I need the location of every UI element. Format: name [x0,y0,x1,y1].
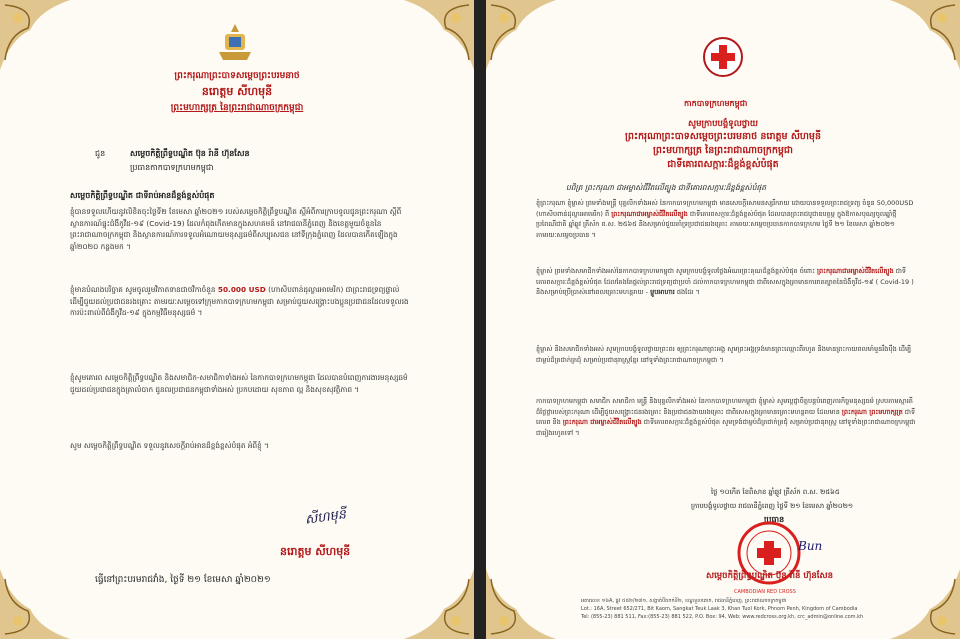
paragraph-2 [536,266,916,298]
paragraph-4-bold: ព្រះករុណា ព្រះមហាក្សត្រ [841,407,903,416]
paragraph-1-bold: ព្រះករុណាជាអម្ចាស់ជីវិតលើត្បូង [611,209,688,218]
donation-amount: 50,000USD [876,199,914,207]
paragraph-1 [536,198,916,240]
heading-line2: នរោត្តម សីហមុនី [201,85,273,98]
footer-address-en: Lot.: 16A, Street 652/271, Bit Kaom, Sangkat Teuk Laak 3, Khan Tuol Kork, Phnom Penh, Kingdom of Cambodia [581,606,858,612]
signer-name: សម្តេចកិត្តិព្រឹទ្ធបណ្ឌិត ប៊ុន រ៉ានី ហ៊ុនសែន [706,571,833,581]
paragraph-4-prefix: កាកបាទក្រហមកម្ពុជា សមាជិក សមាជិកា មន្ត្រី និងបុគ្គលិកទាំងអស់ នៃកាកបាទក្រហមកម្ពុជា ខ្ញុំម្ចាស់ សូមប្តេជ្ញាចិត្តបន្តបំពេញភារកិច្ចមនុស្សធម៌ ស្របតាមស្មារតីដ៏ថ្លៃថ្លារបស់ព្រះករុណា ដើម្បីជួយសង្គ្រោះជនរងគ្រោះ និងប្រជាជនងាយរងគ្រោះ ជាពិសេសក្នុងគ្រាមានគ្រោះមហន្តរាយ ដែលមាន [536,397,913,416]
ornament-corner-icon [486,569,556,639]
paragraph-1-rest: ជាទីគោរពសក្ការៈដ៏ខ្ពង់ខ្ពស់បំផុត ដែលបានព្រះរាជបូជាឧបត្ថម្ភ ក្នុងឱកាសបុណ្យចូលឆ្នាំថ្មី ប្រពៃណីជាតិ ឆ្នាំឆ្លូវ ត្រីស័ក ព.ស. ២៥៦៥ និងសម្រាប់ជួយគាំទ្រប្រជាជនរងគ្រោះ តាមរយៈសម្តេចប្រធានកាកបាទក្រហម ថ្ងៃទី ២១ ខែមេសា ឆ្នាំ២០២១ តាមរយៈសម្តេចប្រធាន ។ [536,209,897,239]
closing: សូម សម្តេចកិត្តិព្រឹទ្ធបណ្ឌិត ទទួលនូវសេចក្តីរាប់អានដ៏ខ្ពង់ខ្ពស់បំផុត អំពីខ្ញុំ ។ [70,441,269,450]
paragraph-4-bold2: ព្រះករុណា ជាអម្ចាស់ជីវិតលើត្បូង [562,418,642,427]
paragraph-2-end: ផងដែរ ។ [676,288,700,297]
heading-line1: ព្រះករុណាព្រះបាទសម្តេចព្រះបរមនាថ [174,71,300,81]
paragraph-1-prefix: ខ្ញុំព្រះករុណា ខ្ញុំម្ចាស់ ព្រមទាំងមន្ត្រី បុគ្គលិកទាំងអស់ នៃកាកបាទក្រហមកម្ពុជា មានសេចក្តីសោមនស្សរីករាយ ដោយបានទទួលព្រះរាជទ្រព្យ ចំនួន [536,199,875,207]
royal-letter-page [0,0,474,639]
paragraph-2 [70,284,410,319]
paragraph-2-prefix: ខ្ញុំម្ចាស់ ព្រមទាំងសមាជិកទាំងអស់នៃកាកបាទក្រហមកម្ពុជា សូមក្រាបបង្គំទូលថ្លែងអំណរព្រះគុណដ៏ខ្ពង់ខ្ពស់បំផុត ចំពោះ [536,267,815,275]
paragraph-2-rest: ជាទីគោរពសក្ការៈដ៏ខ្ពង់ខ្ពស់បំផុត ដែលតែងតែផ្តល់ព្រះរាជទ្រព្យជាប្រចាំ ដល់កាកបាទក្រហមកម្ពុជា ជាពិសេសក្នុងគ្រាមានការរាតត្បាតនៃជំងឺកូវីដ-១៩ ( Covid-19 ) និងសម្រាប់ប្រើប្រាស់នៅពេលគ្រោះមហន្តរាយ - [536,267,914,297]
footer-address-kh: អគារលេខ ១៦A, ផ្លូវ ៥៥២/២៧១, សង្កាត់បឹងកក់ទី២, ខណ្ឌទួលគោក, រាជធានីភ្នំពេញ, ព្រះរាជាណាចក្រកម្ពុជា [581,598,787,604]
ornament-corner-icon [0,0,70,70]
ref-label: ប្រធាន [764,515,785,524]
red-cross-logo-icon [702,36,744,78]
to-title: ប្រធានកាកបាទក្រហមកម្ពុជា [130,163,214,172]
heading-line1: សូមក្រាបបង្គំទូលថ្វាយ [688,119,758,129]
paragraph-1-mid: (ហាសិបពាន់ដុល្លារអាមេរិក) ពី [536,209,610,218]
date-line: ធ្វើនៅព្រះបរមរាជវាំង, ថ្ងៃទី ២១ ខែមេសា ឆ្នាំ២០២១ [95,575,271,585]
to-label: ជូន [95,149,106,158]
paragraph-3: ខ្ញុំសូមគោរព សម្តេចកិត្តិព្រឹទ្ធបណ្ឌិត និងសមាជិក-សមាជិកាទាំងអស់ នៃកាកបាទក្រហមកម្ពុជា ដែលបានបំពេញការងារមនុស្សធម៌ ជួយដល់ប្រជាជនក្នុងគ្រាលំបាក ជូនពរប្រជាជនកម្ពុជាទាំងអស់ ប្រកបដោយ សុខភាព ល្អ និងសុខសុវត្ថិភាព ។ [70,373,408,394]
subject-line: បពិត្រ ព្រះករុណា ជាអម្ចាស់ជីវិតលើត្បូង ជាទីគោរពសក្ការៈដ៏ខ្ពង់ខ្ពស់បំផុត [566,183,766,192]
ornament-corner-icon [486,0,556,70]
paragraph-1: ខ្ញុំបានទទួលហើយនូវលិខិតចុះថ្ងៃទី២ ខែមេសា ឆ្នាំ២០២១ របស់សម្តេចកិត្តិព្រឹទ្ធបណ្ឌិត ស្តីអំពីការក្រាបទូលជូនព្រះករុណា ស្តីពីស្ថានការណ៍ផ្ទុះជំងឺកូវីដ-១៩ (Covid-19) ដែលកំពុងកើតមានក្នុងសហគមន៍ នៅរាជធានីភ្នំពេញ និងខេត្តមួយចំនួននៃព្រះរាជាណាចក្រកម្ពុជា និងស្ថានការណ៍ការទទួលអំណោយមនុស្សធម៌ពីសប្បុរសជន នៅទីក្រុងភ្នំពេញ ដែលបានកើតឡើងក្នុងឆ្នាំ២០២០ កន្លងមក ។ [70,207,402,251]
ornament-corner-icon [0,569,70,639]
ornament-corner-icon [404,0,474,70]
heading-line4: ជាទីគោរពសក្ការៈដ៏ខ្ពង់ខ្ពស់បំផុត [667,159,779,170]
footer-contact: Tel: (855-23) 881 511, Fax:(855-23) 881 522, P.O. Box: 94, Web: www.redcross.org.kh, crc_admin@online.com.kh [581,614,864,620]
signer-name: នរោត្តម សីហមុនី [280,545,351,558]
paragraph-2-prefix: ខ្ញុំមានបំណងបរិច្ចាគ សូមចូលរួមវិភាគទានជាថវិកាចំនួន [70,285,216,294]
paragraph-2-bold: ព្រះករុណាជាអម្ចាស់ជីវិតលើត្បូង [817,267,894,275]
paragraph-4-mid: ជាទីគោរព និង [536,407,916,427]
red-cross-letter-page [486,0,960,639]
donation-amount: 50.000 USD [217,285,266,294]
paragraph-2-rest: (ហាសិបពាន់ដុល្លារអាមេរិក) ជាព្រះរាជទ្រព្យផ្ទាល់ ដើម្បីជួយដល់ប្រជាជនរងគ្រោះ តាមរយៈសម្តេចទៅក្រុមកាកបាទក្រហមកម្ពុជា សម្រាប់ជួយសង្គ្រោះបងប្អូនប្រជាជនដែលទទួលរងការប៉ះពាល់ពីជំងឺកូវីដ-១៩ ក្នុងកម្មវិធីមនុស្សធម៌ ។ [70,285,409,318]
to-name: សម្តេចកិត្តិព្រឹទ្ធបណ្ឌិត ប៊ុន រ៉ានី ហ៊ុនសែន [130,149,250,158]
ornament-corner-icon [890,569,960,639]
ornament-corner-icon [890,0,960,70]
paragraph-2-bold2: ម្ហូបអាហារ [650,288,675,297]
heading-line2: ព្រះករុណាព្រះបាទសម្តេចព្រះបរមនាថ នរោត្តម សីហមុនី [624,131,821,142]
paragraph-4-rest: ជាទីគោរពសក្ការៈដ៏ខ្ពង់ខ្ពស់បំផុត សូមទ្រង់ជាម្លប់ដ៏ត្រជាក់ត្រជុំ សម្រាប់ប្រជានុរាស្ត្រ នៅទូទាំងព្រះរាជាណាចក្រកម្ពុជា ជារៀងរហូតទៅ ។ [536,418,916,437]
signature: Bun [798,539,823,553]
org-name: កាកបាទក្រហមកម្ពុជា [684,99,748,108]
date-solar: ក្រាបបង្គំទូលថ្វាយ រាជធានីភ្នំពេញ ថ្ងៃទី ២១ ខែមេសា ឆ្នាំ២០២១ [691,502,854,510]
ornament-corner-icon [404,569,474,639]
stamp-text: CAMBODIAN RED CROSS [734,589,796,595]
heading-line3: ព្រះមហាក្សត្រ នៃព្រះរាជាណាចក្រកម្ពុជា [170,103,304,113]
heading-line3: ព្រះមហាក្សត្រ នៃព្រះរាជាណាចក្រកម្ពុជា [653,145,793,156]
greeting: សម្តេចកិត្តិព្រឹទ្ធបណ្ឌិត ជាទីរាប់អានដ៏ខ្ពង់ខ្ពស់បំផុត [70,191,215,200]
paragraph-3: ខ្ញុំម្ចាស់ និងសមាជិកទាំងអស់ សូមក្រាបបង្គំទូលថ្វាយព្រះពរ ឲ្យព្រះករុណាព្រះអង្គ សូមព្រះអង្គទ្រង់មានព្រះឈ្មោះពីរហូត និងមានព្រះកាយពលមាំមួនរឹងប៉ឹង ដើម្បីជាម្លប់ដ៏ត្រជាក់ត្រជុំ សម្រាប់ប្រជានុរាស្ត្រខ្មែរ នៅទូទាំងព្រះរាជាណាចក្រកម្ពុជា ។ [536,345,912,364]
royal-crest-icon [215,22,255,62]
date-lunar: ថ្ងៃ ១០កើត ខែពិសាខ ឆ្នាំឆ្លូវ ត្រីស័ក ព.ស. ២៥៦៥ [711,488,840,496]
signature: សីហមុនី [304,507,348,528]
paragraph-4 [536,396,916,438]
